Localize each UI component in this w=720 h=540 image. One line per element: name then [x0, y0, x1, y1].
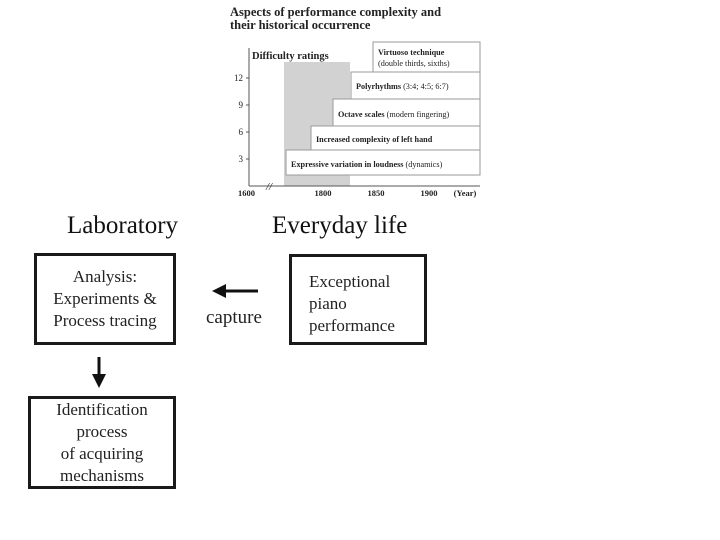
performance-line-1: Exceptional: [309, 272, 391, 291]
svg-text:Octave scales (modern fingerin: Octave scales (modern fingering): [338, 110, 450, 119]
identification-line-1: Identification: [56, 399, 148, 419]
svg-text:(double thirds, sixths): (double thirds, sixths): [378, 59, 450, 68]
svg-text:Expressive variation in loudne: Expressive variation in loudness (dynamics): [291, 160, 443, 169]
aspect-box-octave-scales: [333, 99, 480, 126]
y-tick-label: 6: [238, 127, 243, 137]
analysis-line-2: Experiments &: [53, 289, 157, 308]
aspect-box-virtuoso: [373, 42, 480, 72]
down-arrow: [92, 357, 106, 388]
performance-line-2: piano: [309, 294, 347, 313]
analysis-line-1: Analysis:: [72, 267, 138, 286]
figure-title-line-1: Aspects of performance complexity and: [230, 5, 442, 19]
aspect-box-left-hand: [311, 126, 480, 150]
everyday-life-heading: Everyday life: [272, 212, 408, 239]
figure-title-line-2: their historical occurrence: [230, 18, 371, 32]
svg-text:Increased complexity of left h: Increased complexity of left hand: [316, 135, 433, 144]
aspect-box-loudness: [286, 150, 480, 175]
svg-text:Polyrhythms (3:4; 4:5; 6:7): Polyrhythms (3:4; 4:5; 6:7): [356, 82, 449, 91]
x-tick-label: (Year): [453, 188, 477, 198]
svg-text:Virtuoso technique: Virtuoso technique: [378, 48, 445, 57]
aspect-box-polyrhythms: [351, 72, 480, 99]
identification-line-3: of acquiring: [60, 443, 144, 463]
analysis-box: [34, 253, 176, 345]
y-axis-label: Difficulty ratings: [252, 51, 329, 62]
identification-line-4: mechanisms: [59, 465, 145, 485]
x-tick-label: 1800: [314, 188, 332, 198]
y-tick-label: 9: [238, 100, 243, 110]
analysis-line-3: Process tracing: [53, 311, 157, 330]
axis-break-mark: //: [266, 181, 273, 193]
x-tick-label: 1900: [420, 188, 438, 198]
performance-line-3: performance: [309, 316, 395, 335]
x-tick-label: 1600: [238, 188, 255, 198]
y-tick-label: 3: [238, 154, 243, 164]
exceptional-performance-box: [289, 254, 427, 345]
laboratory-heading: Laboratory: [67, 212, 179, 239]
performance-complexity-figure: [228, 0, 484, 200]
identification-line-2: process: [76, 421, 128, 441]
x-tick-label: 1850: [367, 188, 385, 198]
y-tick-label: 12: [234, 73, 243, 83]
capture-arrow: [212, 284, 258, 298]
capture-label: capture: [206, 307, 262, 328]
identification-box: [28, 396, 176, 489]
